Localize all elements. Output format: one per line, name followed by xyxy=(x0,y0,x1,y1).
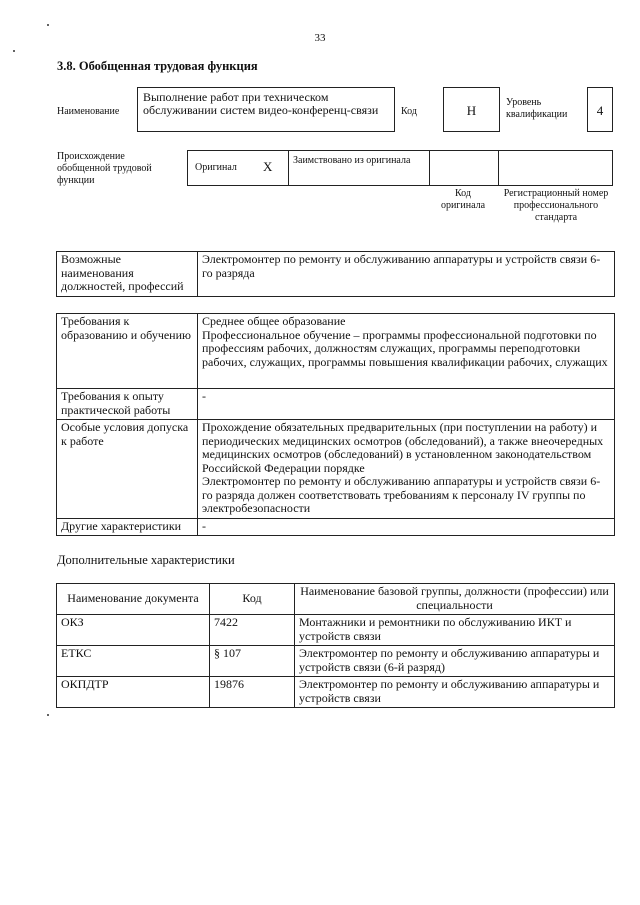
row-group: Монтажники и ремонтники по обслуживанию ИКТ и устройств связи xyxy=(295,615,615,646)
scan-dot xyxy=(13,50,15,52)
requirement-label: Требования к образованию и обучению xyxy=(57,314,198,389)
requirement-label: Другие характеристики xyxy=(57,519,198,536)
requirements-row xyxy=(57,420,615,519)
additional-table xyxy=(56,583,615,708)
name-value-box xyxy=(137,87,395,132)
origin-label: Происхождение обобщенной трудовой функции xyxy=(57,151,152,186)
row-code: 7422 xyxy=(210,615,295,646)
row-code: § 107 xyxy=(210,646,295,677)
requirement-label: Особые условия допуска к работе xyxy=(57,420,198,519)
requirements-row xyxy=(57,519,615,536)
row-document: ОКЗ xyxy=(57,615,210,646)
row-document: ОКПДТР xyxy=(57,677,210,708)
code-label: Код xyxy=(401,106,417,117)
requirement-value: - xyxy=(198,389,615,420)
row-group: Электромонтер по ремонту и обслуживанию аппаратуры и устройств связи xyxy=(295,677,615,708)
level-value: 4 xyxy=(596,103,604,118)
header-code: Код xyxy=(210,584,295,615)
additional-title: Дополнительные характеристики xyxy=(57,553,235,567)
requirements-row xyxy=(57,314,615,389)
reg-number-label: Регистрационный номер профессионального стандарта xyxy=(503,188,609,223)
code-value-box xyxy=(443,87,500,132)
requirement-label: Требования к опыту практической работы xyxy=(57,389,198,420)
scan-dot xyxy=(47,24,49,26)
level-label: Уровень квалификации xyxy=(506,97,568,120)
positions-table xyxy=(56,251,615,297)
positions-value: Электромонтер по ремонту и обслуживанию аппаратуры и устройств связи 6-го разряда xyxy=(198,252,615,297)
requirement-value: Среднее общее образование Профессиональное обучение – программы профессиональной подготовки по профессиям рабочих, должностям служащих, программы переподготовки рабочих, служащих, программы повышения квалификации рабочих, служащих xyxy=(198,314,615,389)
code-value: H xyxy=(466,103,477,118)
requirements-table xyxy=(56,313,615,536)
scan-dot xyxy=(47,714,49,716)
original-mark: X xyxy=(263,159,273,174)
row-group: Электромонтер по ремонту и обслуживанию аппаратуры и устройств связи (6-й разряд) xyxy=(295,646,615,677)
origin-divider xyxy=(498,150,499,186)
row-code: 19876 xyxy=(210,677,295,708)
code-original-label: Код оригинала xyxy=(440,188,486,211)
original-label: Оригинал xyxy=(195,162,237,173)
requirements-row xyxy=(57,389,615,420)
origin-divider xyxy=(429,150,430,186)
additional-header-row xyxy=(57,584,615,615)
header-document: Наименование документа xyxy=(57,584,210,615)
table-row xyxy=(57,615,615,646)
table-row xyxy=(57,677,615,708)
row-document: ЕТКС xyxy=(57,646,210,677)
name-label: Наименование xyxy=(57,106,120,117)
section-title: 3.8. Обобщенная трудовая функция xyxy=(57,59,258,73)
page-number: 33 xyxy=(314,32,326,44)
header-group: Наименование базовой группы, должности (профессии) или специальности xyxy=(295,584,615,615)
positions-row xyxy=(57,252,615,297)
positions-label: Возможные наименования должностей, профессий xyxy=(57,252,198,297)
requirement-value: - xyxy=(198,519,615,536)
level-value-box xyxy=(587,87,613,132)
origin-divider xyxy=(288,150,289,186)
name-value: Выполнение работ при техническом обслуживании систем видео-конференц-связи xyxy=(143,90,379,117)
borrowed-label: Заимствовано из оригинала xyxy=(293,155,411,166)
table-row xyxy=(57,646,615,677)
requirement-value: Прохождение обязательных предварительных (при поступлении на работу) и периодических медицинских осмотров (обследований), а также внеочередных медицинских осмотров (обследований) в установленном законодательством Российской Федерации порядке Электромонтер по ремонту и обслуживанию аппаратуры и устройств связи 6-го разряда должен соответствовать требованиям к персоналу IV группы по электробезопасности xyxy=(198,420,615,519)
